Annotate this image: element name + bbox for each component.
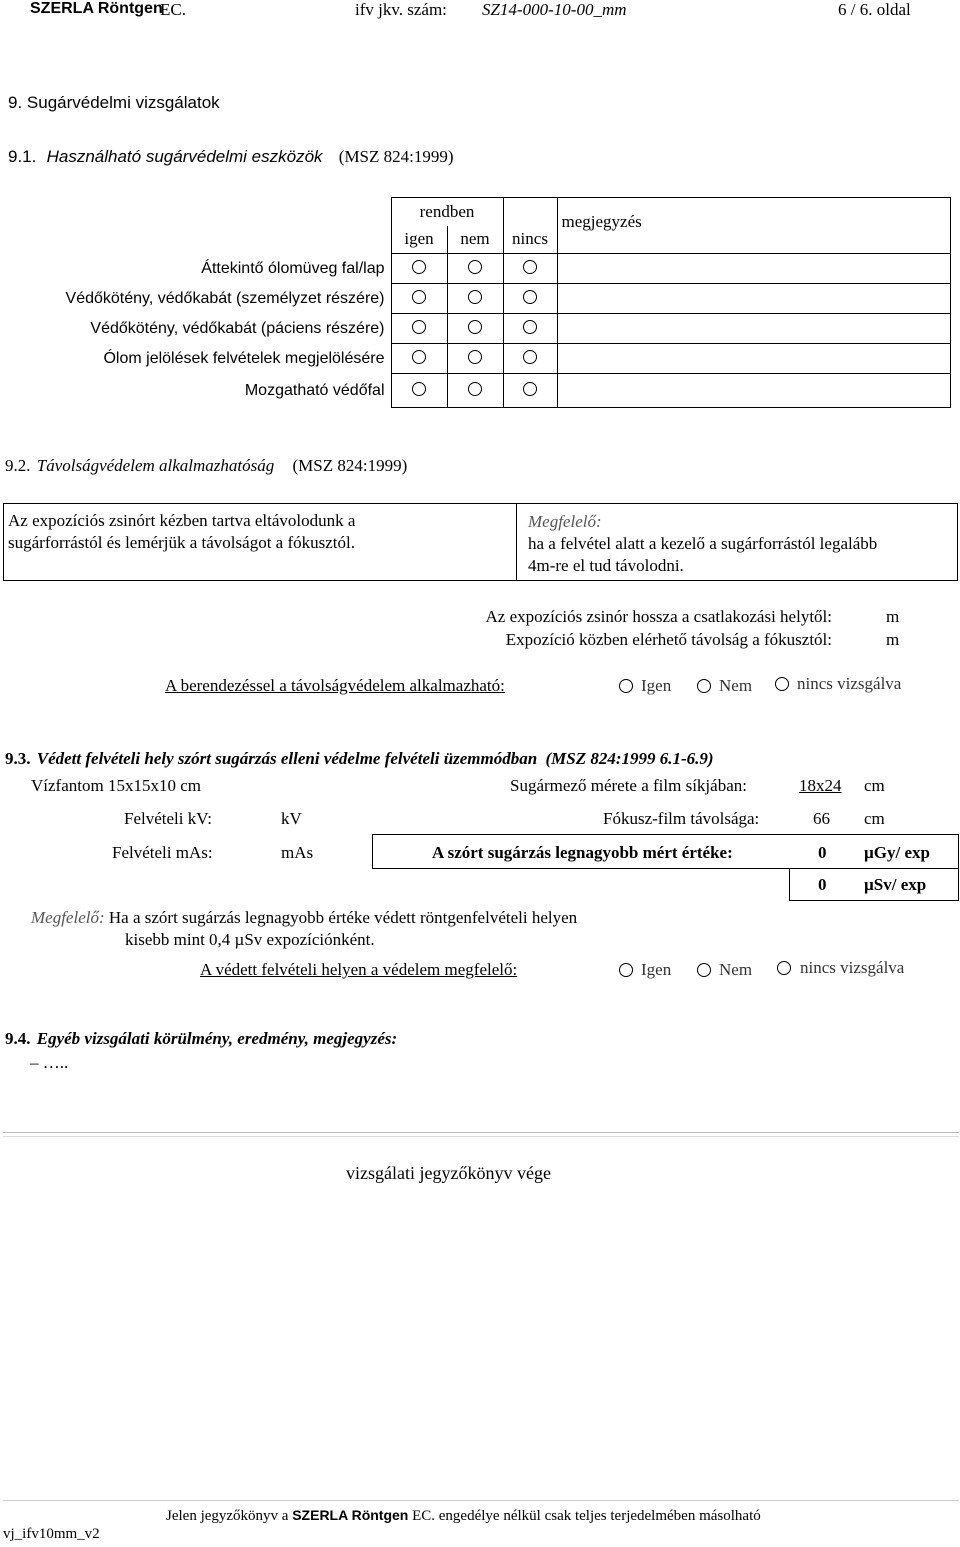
- ffd-label: Fókusz-film távolsága:: [603, 809, 760, 828]
- section-9-3-num: 9.3.: [5, 749, 31, 768]
- radio-nem[interactable]: [468, 260, 482, 274]
- max-scatter-sv-value: 0: [818, 875, 827, 894]
- section-9-2-num: 9.2.: [5, 456, 31, 475]
- note-cell[interactable]: [557, 314, 950, 344]
- radio-nem[interactable]: [468, 320, 482, 334]
- radio-nincs[interactable]: [523, 290, 537, 304]
- equipment-row: [3, 344, 950, 374]
- radio-nincs[interactable]: [523, 382, 537, 396]
- radio-nem[interactable]: [468, 382, 482, 396]
- radio-nem[interactable]: [468, 350, 482, 364]
- col-rendben: rendben: [391, 198, 503, 226]
- option-igen-label: Igen: [641, 676, 672, 695]
- option-nincs-label: nincs vizsgálva: [797, 674, 902, 693]
- radio-nem[interactable]: [697, 963, 711, 977]
- ffd-value: 66: [813, 809, 830, 828]
- radio-nincs[interactable]: [523, 350, 537, 364]
- radio-nincs[interactable]: [777, 961, 791, 975]
- equipment-row: [3, 374, 950, 408]
- radio-nincs[interactable]: [523, 260, 537, 274]
- distance-method-text-1: Az expozíciós zsinórt kézben tartva eltávolodunk a: [8, 511, 356, 530]
- section-9-1-title: Használható sugárvédelmi eszközök: [46, 147, 323, 166]
- kv-unit: kV: [281, 809, 302, 828]
- equipment-row-label: Mozgatható védőfal: [244, 381, 385, 399]
- section-9-2-standard: (MSZ 824:1999): [292, 456, 408, 475]
- scatter-criteria-label: Megfelelő:: [31, 908, 105, 927]
- section-9-3-title: Védett felvételi hely szórt sugárzás elleni védelme felvételi üzemmódban: [36, 749, 538, 768]
- option-nem-label: Nem: [719, 960, 753, 979]
- ffd-unit: cm: [864, 809, 885, 828]
- section-9-2-heading: [5, 456, 407, 476]
- note-cell[interactable]: [557, 374, 950, 408]
- col-megjegyzes: megjegyzés: [557, 198, 950, 254]
- max-scatter-gy-value: 0: [818, 843, 827, 862]
- phantom-label: Vízfantom 15x15x10 cm: [31, 776, 201, 795]
- section-9-3-heading: [5, 749, 714, 769]
- kv-label: Felvételi kV:: [124, 809, 212, 828]
- section-9-4-content: – …..: [30, 1053, 69, 1072]
- radio-igen[interactable]: [412, 382, 426, 396]
- equipment-table: [3, 197, 951, 408]
- field-size-label: Sugármező mérete a film síkjában:: [510, 776, 747, 795]
- distance-criteria-label: Megfelelő:: [528, 512, 602, 531]
- distance-protection-applicable-label: A berendezéssel a távolságvédelem alkalmazható:: [165, 676, 505, 695]
- radio-nincs[interactable]: [775, 677, 789, 691]
- equipment-row-label: Ólom jelölések felvételek megjelölésére: [103, 349, 385, 367]
- end-of-report: vizsgálati jegyzőkönyv vége: [346, 1163, 551, 1183]
- header-ref-code: SZ14-000-10-00_mm: [482, 0, 627, 19]
- radio-igen[interactable]: [412, 350, 426, 364]
- equipment-row-label: Védőkötény, védőkabát (páciens részére): [90, 319, 385, 337]
- note-cell[interactable]: [557, 254, 950, 284]
- radio-nem[interactable]: [697, 679, 711, 693]
- header-page: 6 / 6. oldal: [838, 0, 911, 19]
- col-nem: nem: [447, 226, 503, 254]
- header-ref: ifv jkv. szám:: [355, 0, 447, 19]
- option-igen-label: Igen: [641, 960, 672, 979]
- header-company: SZERLA Röntgen: [30, 0, 163, 17]
- radio-igen[interactable]: [619, 963, 633, 977]
- equipment-row: [3, 314, 950, 344]
- divider: [3, 1136, 959, 1137]
- distance-method-text-2: sugárforrástól és lemérjük a távolságot a fókusztól.: [8, 533, 355, 552]
- header-company-suffix: EC.: [160, 0, 186, 19]
- radio-igen[interactable]: [412, 320, 426, 334]
- mas-unit: mAs: [281, 843, 314, 862]
- footer-text-after: EC. engedélye nélkül csak teljes terjedelmében másolható: [412, 1508, 761, 1524]
- equipment-row-label: Áttekintő ólomüveg fal/lap: [201, 259, 385, 277]
- section-9-2-title: Távolságvédelem alkalmazhatóság: [36, 456, 275, 475]
- max-scatter-label: A szórt sugárzás legnagyobb mért értéke:: [432, 843, 733, 862]
- col-igen: igen: [391, 226, 447, 254]
- footer-version: vj_ifv10mm_v2: [3, 1526, 100, 1542]
- max-scatter-gy-unit: µGy/ exp: [864, 843, 930, 862]
- note-cell[interactable]: [557, 344, 950, 374]
- cord-length-label: Az expozíciós zsinór hossza a csatlakozási helytől:: [485, 607, 832, 626]
- reachable-distance-label: Expozíció közben elérhető távolság a fókusztól:: [505, 630, 832, 649]
- radio-nem[interactable]: [468, 290, 482, 304]
- radio-igen[interactable]: [619, 679, 633, 693]
- field-size-value: 18x24: [799, 776, 842, 795]
- field-size-unit: cm: [864, 776, 885, 795]
- mas-label: Felvételi mAs:: [112, 843, 213, 862]
- radio-igen[interactable]: [412, 290, 426, 304]
- section-9-title: 9. Sugárvédelmi vizsgálatok: [8, 93, 220, 112]
- section-9-1-standard: (MSZ 824:1999): [338, 147, 454, 166]
- equipment-row-label: Védőkötény, védőkabát (személyzet részére): [65, 289, 385, 307]
- header: [0, 0, 960, 22]
- section-9-4-heading: [5, 1029, 397, 1049]
- footer-notice: [166, 1507, 761, 1525]
- scatter-criteria-text-1: Ha a szórt sugárzás legnagyobb értéke védett röntgenfelvételi helyen: [108, 908, 578, 927]
- distance-criteria-text-2: 4m-re el tud távolodni.: [528, 556, 684, 575]
- col-nincs: nincs: [503, 226, 557, 254]
- section-9-4-title: Egyéb vizsgálati körülmény, eredmény, megjegyzés:: [36, 1029, 398, 1048]
- section-9-3-standard: (MSZ 824:1999 6.1-6.9): [545, 749, 714, 768]
- scatter-criteria-text-2: kisebb mint 0,4 µSv expozíciónként.: [125, 930, 375, 949]
- divider: [3, 1132, 959, 1133]
- footer-company: SZERLA Röntgen: [292, 1507, 409, 1523]
- footer-divider: [3, 1500, 959, 1501]
- cord-length-unit: m: [886, 607, 900, 626]
- section-9-4-num: 9.4.: [5, 1029, 31, 1048]
- distance-criteria-text-1: ha a felvétel alatt a kezelő a sugárforrástól legalább: [528, 534, 878, 553]
- option-nem-label: Nem: [719, 676, 753, 695]
- radio-nincs[interactable]: [523, 320, 537, 334]
- radio-igen[interactable]: [412, 260, 426, 274]
- section-9-1-num: 9.1.: [8, 147, 37, 166]
- note-cell[interactable]: [557, 284, 950, 314]
- protected-place-applicable-label: A védett felvételi helyen a védelem megfelelő:: [200, 960, 518, 979]
- equipment-row: [3, 254, 950, 284]
- scatter-criteria-line-1: [31, 908, 577, 928]
- reachable-distance-unit: m: [886, 630, 900, 649]
- max-scatter-sv-unit: µSv/ exp: [864, 875, 927, 894]
- footer-text-before: Jelen jegyzőkönyv a: [166, 1508, 289, 1524]
- equipment-row: [3, 284, 950, 314]
- section-9-1-heading: [8, 147, 454, 167]
- option-nincs-label: nincs vizsgálva: [800, 958, 905, 977]
